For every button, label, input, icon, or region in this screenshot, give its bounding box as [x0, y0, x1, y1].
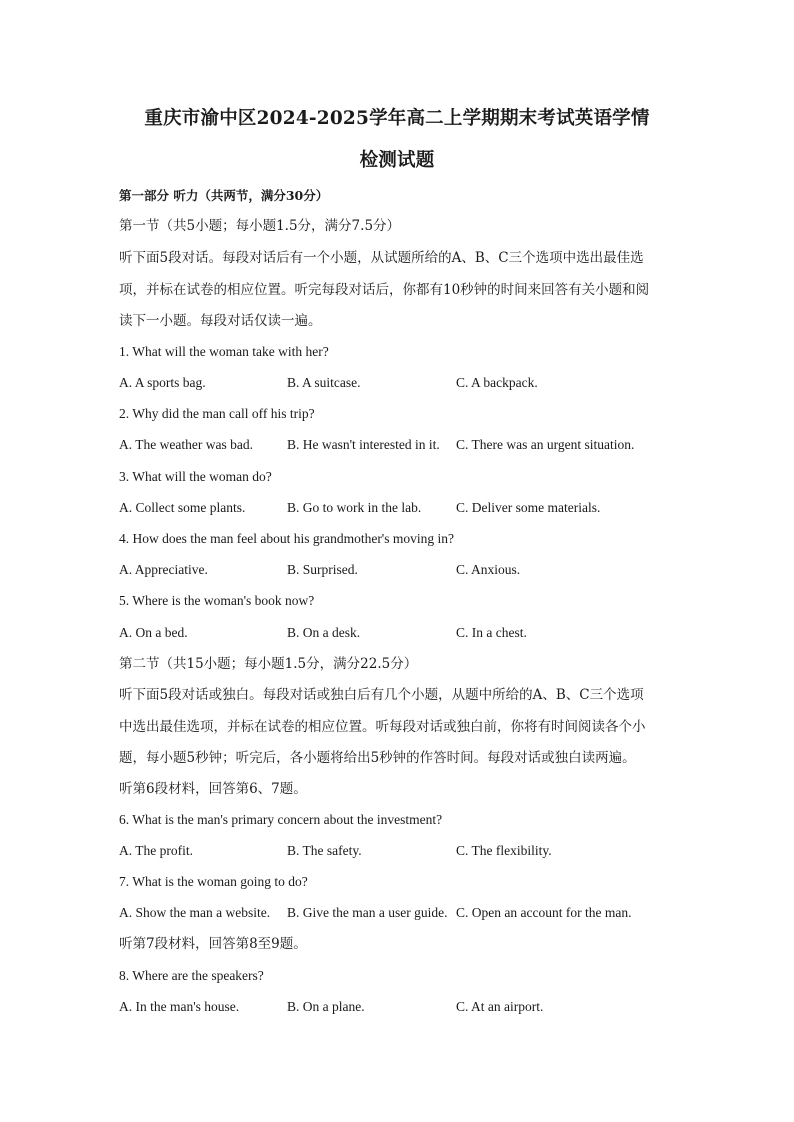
option-c: C. A backpack.: [456, 375, 538, 390]
option-b: B. Surprised.: [287, 562, 358, 577]
question-stem: 6. What is the man's primary concern about the investment?: [119, 812, 443, 827]
option-a: A. The weather was bad.: [119, 437, 253, 452]
option-c: C. At an airport.: [456, 999, 544, 1014]
section2-instructions-line-1: 听下面5段对话或独白。每段对话或独白后有几个小题，从题中所给的A、B、C三个选项: [119, 687, 644, 703]
document-title-line-2: 检测试题: [359, 150, 435, 171]
option-a: A. On a bed.: [119, 625, 188, 640]
option-b: B. Go to work in the lab.: [287, 500, 422, 515]
option-c: C. In a chest.: [456, 625, 527, 640]
question-stem: 2. Why did the man call off his trip?: [119, 406, 315, 421]
question-stem: 4. How does the man feel about his grandmother's moving in?: [119, 531, 454, 546]
option-a: A. A sports bag.: [119, 375, 206, 390]
question-stem: 7. What is the woman going to do?: [119, 874, 308, 889]
part1-heading: 第一部分 听力（共两节，满分30分）: [119, 188, 329, 203]
section1-heading: 第一节（共5小题；每小题1.5分，满分7.5分）: [119, 218, 401, 234]
option-c: C. Anxious.: [456, 562, 521, 577]
question-stem: 5. Where is the woman's book now?: [119, 593, 315, 608]
material-7-instruction: 听第7段材料，回答第8至9题。: [119, 936, 307, 952]
option-b: B. The safety.: [287, 843, 362, 858]
question-stem: 8. Where are the speakers?: [119, 968, 264, 983]
option-a: A. Collect some plants.: [119, 500, 246, 515]
option-c: C. There was an urgent situation.: [456, 437, 635, 452]
option-a: A. The profit.: [119, 843, 193, 858]
section2-instructions-line-3: 题，每小题5秒钟；听完后，各小题将给出5秒钟的作答时间。每段对话或独白读两遍。: [119, 750, 636, 766]
option-c: C. Open an account for the man.: [456, 905, 632, 920]
option-a: A. Show the man a website.: [119, 905, 271, 920]
section1-instructions-line-1: 听下面5段对话。每段对话后有一个小题，从试题所给的A、B、C三个选项中选出最佳选: [119, 250, 644, 266]
section2-heading: 第二节（共15小题；每小题1.5分，满分22.5分）: [119, 656, 418, 672]
document-title-line-1: 重庆市渝中区2024-2025学年高二上学期期末考试英语学情: [144, 108, 650, 129]
question-stem: 1. What will the woman take with her?: [119, 344, 329, 359]
question-stem: 3. What will the woman do?: [119, 469, 272, 484]
option-a: A. In the man's house.: [119, 999, 240, 1014]
option-a: A. Appreciative.: [119, 562, 208, 577]
option-b: B. Give the man a user guide.: [287, 905, 448, 920]
option-c: C. The flexibility.: [456, 843, 552, 858]
section2-instructions-line-2: 中选出最佳选项，并标在试卷的相应位置。听每段对话或独白前，你将有时间阅读各个小: [119, 719, 646, 735]
option-b: B. On a desk.: [287, 625, 361, 640]
option-b: B. A suitcase.: [287, 375, 361, 390]
option-c: C. Deliver some materials.: [456, 500, 601, 515]
material-6-instruction: 听第6段材料，回答第6、7题。: [119, 781, 307, 797]
option-b: B. On a plane.: [287, 999, 365, 1014]
section1-instructions-line-3: 读下一小题。每段对话仅读一遍。: [119, 313, 322, 329]
section1-instructions-line-2: 项，并标在试卷的相应位置。听完每段对话后，你都有10秒钟的时间来回答有关小题和阅: [119, 282, 650, 298]
option-b: B. He wasn't interested in it.: [287, 437, 440, 452]
